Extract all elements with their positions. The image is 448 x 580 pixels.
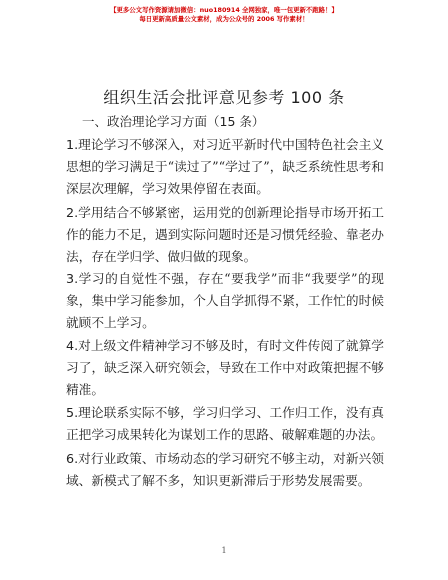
- paragraph-number: 5.: [66, 405, 79, 420]
- paragraph-1: [66, 134, 384, 200]
- paragraph-6: [66, 448, 384, 492]
- promo-header: [0, 6, 448, 24]
- paragraph-3: [66, 268, 384, 334]
- paragraph-4: [66, 335, 384, 401]
- paragraph-text: 对上级文件精神学习不够及时，有时文件传阅了就算学习了，缺乏深入研究领会，导致在工作中对政策把握不够精准。: [66, 338, 384, 397]
- paragraph-text: 学用结合不够紧密，运用党的创新理论指导市场开拓工作的能力不足，遇到实际问题时还是习惯凭经验、靠老办法，存在学归学、做归做的现象。: [66, 205, 384, 264]
- paragraph-number: 4.: [66, 338, 79, 353]
- page-number: 1: [221, 546, 227, 555]
- paragraph-2: [66, 202, 384, 268]
- paragraph-text: 理论学习不够深入，对习近平新时代中国特色社会主义思想的学习满足于“读过了”“学过了”，缺乏系统性思考和深层次理解，学习效果停留在表面。: [66, 137, 384, 196]
- document-title: 组织生活会批评意见参考 100 条: [103, 88, 345, 107]
- section-heading-count: （15 条）: [207, 114, 265, 129]
- paragraph-text: 对行业政策、市场动态的学习研究不够主动，对新兴领域、新模式了解不多，知识更新滞后于形势发展需要。: [66, 451, 384, 488]
- paragraph-number: 6.: [66, 451, 79, 466]
- section-heading-text: 一、政治理论学习方面: [82, 114, 208, 129]
- paragraph-number: 2.: [66, 205, 79, 220]
- paragraph-text: 理论联系实际不够，学习归学习、工作归工作，没有真正把学习成果转化为谋划工作的思路、破解难题的办法。: [66, 405, 384, 442]
- paragraph-number: 1.: [66, 137, 79, 152]
- promo-header-line-1: 【更多公文写作资源请加微信：nuo180914 全网独家，唯一包更新不跑路！】: [110, 6, 338, 14]
- paragraph-text: 学习的自觉性不强，存在“要我学”而非“我要学”的现象，集中学习能参加，个人自学抓得不紧，工作忙的时候就顾不上学习。: [66, 271, 384, 330]
- promo-header-line-2: 每日更新高质量公文素材，成为公众号的 2006 写作素材！: [139, 15, 309, 23]
- paragraph-5: [66, 402, 384, 446]
- paragraph-number: 3.: [66, 271, 79, 286]
- section-heading: [82, 114, 264, 130]
